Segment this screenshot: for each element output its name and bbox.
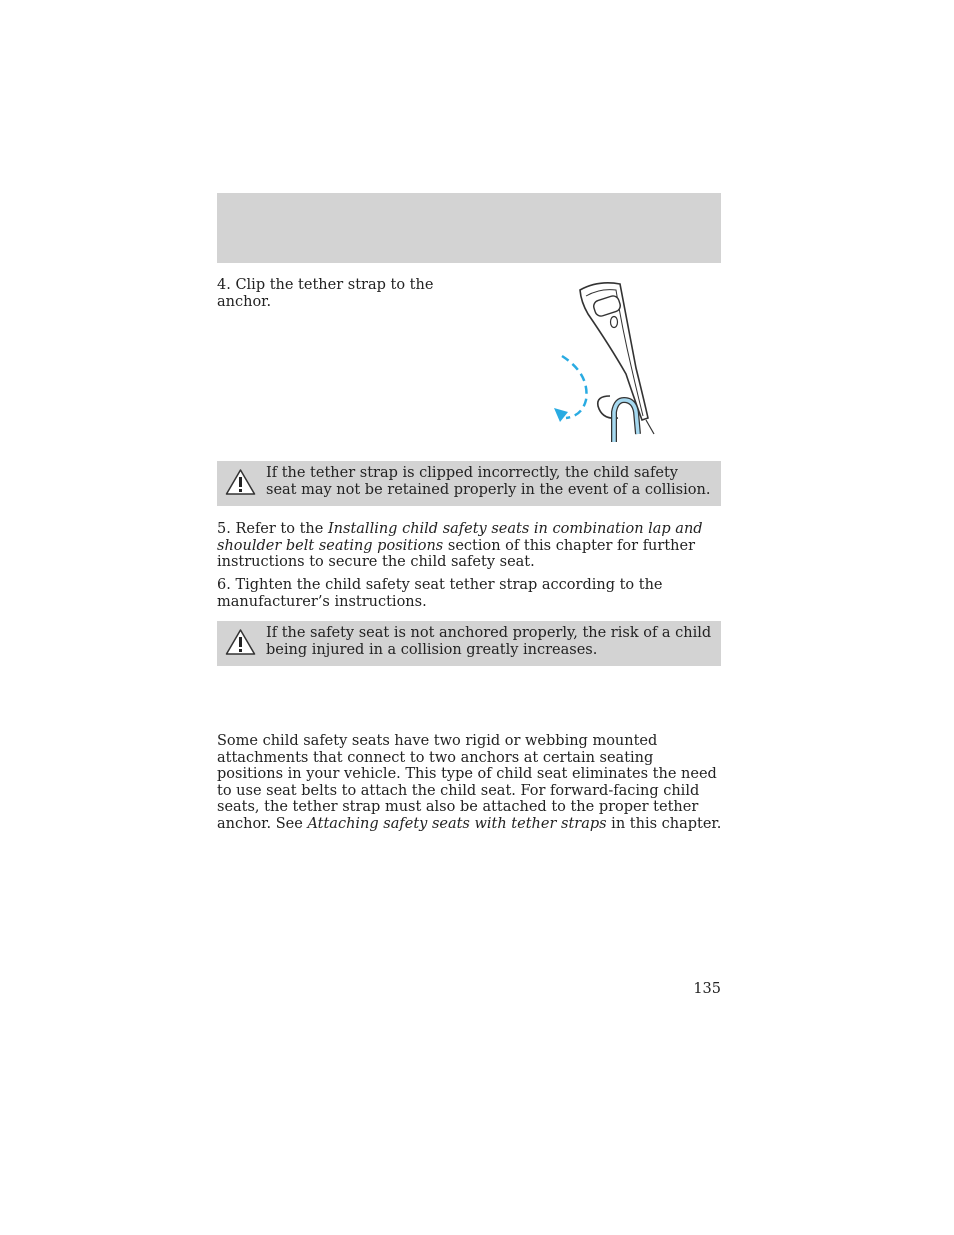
warning-box: [217, 621, 721, 666]
step-5-suffix: section of this chapter for further instructions to secure the child safety seat.: [217, 537, 696, 570]
warning-text: If the tether strap is clipped incorrectly, the child safety seat may not be retained properly in the event of a collision.: [266, 465, 711, 498]
warning-triangle-icon: [225, 628, 256, 656]
page-number: 135: [693, 981, 721, 997]
intro-suffix: in this chapter.: [606, 815, 722, 832]
tether-clip-illustration: [548, 278, 663, 446]
intro-reference: Attaching safety seats with tether straps: [307, 815, 607, 832]
section-header-bar: [217, 193, 721, 263]
intro-prefix: Some child safety seats have two rigid or webbing mounted attachments that connect to two anchors at certain seating positions in your vehicle. This type of child seat eliminates the need to use seat belts to attach the child seat. For forward-facing child seats, the tether strap must also be attached to the proper tether anchor. See: [217, 733, 717, 832]
intro-paragraph: [217, 733, 723, 832]
step-5-reference: Installing child safety seats in combination lap and shoulder belt seating positions: [217, 521, 703, 554]
step-5-text: [217, 521, 723, 571]
step-5-prefix: 5. Refer to the: [217, 521, 328, 537]
warning-triangle-icon: [225, 468, 256, 496]
step-6-text: 6. Tighten the child safety seat tether strap according to the manufacturer’s instructions.: [217, 577, 663, 610]
warning-box: [217, 461, 721, 506]
warning-text: If the safety seat is not anchored properly, the risk of a child being injured in a collision greatly increases.: [266, 625, 712, 658]
step-4-text: 4. Clip the tether strap to the anchor.: [217, 277, 434, 310]
